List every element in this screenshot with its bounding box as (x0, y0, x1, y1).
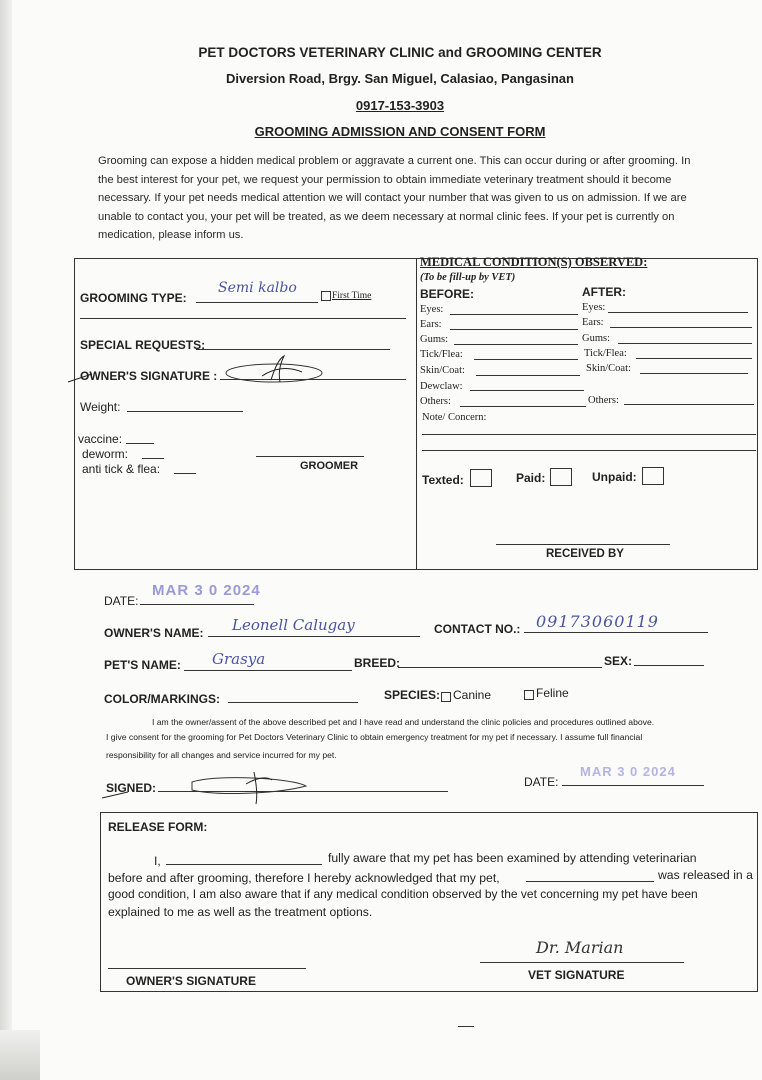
special-requests-line[interactable] (196, 349, 390, 350)
medical-subtitle: (To be fill-up by VET) (420, 272, 516, 283)
before-eyes-line[interactable] (450, 314, 578, 315)
canine-checkbox[interactable] (441, 692, 451, 702)
special-requests-label: SPECIAL REQUESTS: (80, 338, 206, 352)
after-ears-label: Ears: (582, 317, 604, 328)
received-by-label: RECEIVED BY (546, 548, 624, 560)
deworm-line[interactable] (142, 458, 164, 459)
scan-corner (0, 1030, 40, 1080)
unpaid-label: Unpaid: (592, 470, 637, 484)
groomer-label: GROOMER (300, 460, 359, 472)
before-ears-label: Ears: (420, 319, 442, 330)
canine-label: Canine (453, 688, 492, 702)
owner-name-label: OWNER'S NAME: (104, 626, 204, 640)
after-others-label: Others: (588, 395, 619, 406)
first-time-checkbox[interactable] (321, 291, 331, 301)
breed-line[interactable] (398, 667, 602, 668)
before-label: BEFORE: (420, 287, 474, 301)
vet-signature-value: Dr. Marian (536, 938, 624, 957)
after-skincoat-line[interactable] (640, 373, 748, 374)
before-dewclaw-line[interactable] (470, 390, 584, 391)
before-gums-line[interactable] (454, 344, 578, 345)
consent-line-3: responsibility for all changes and service incurred for my pet. (106, 750, 337, 760)
after-others-line[interactable] (624, 404, 754, 405)
grooming-type-value[interactable]: Semi kalbo (218, 280, 297, 296)
release-i-label: I, (154, 854, 161, 868)
species-label: SPECIES: (384, 688, 441, 702)
pet-name-value[interactable]: Grasya (212, 650, 266, 668)
date-stamp: MAR 3 0 2024 (152, 582, 261, 599)
owner-name-line[interactable] (208, 636, 420, 637)
color-markings-label: COLOR/MARKINGS: (104, 692, 220, 706)
clinic-name: PET DOCTORS VETERINARY CLINIC and GROOMING CENTER (198, 45, 602, 60)
release-text-2: before and after grooming, therefore I hereby acknowledged that my pet, (108, 871, 500, 885)
consent-date-stamp: MAR 3 0 2024 (580, 764, 676, 779)
clinic-address: Diversion Road, Brgy. San Miguel, Calasiao, Pangasinan (226, 71, 574, 86)
texted-checkbox[interactable] (470, 469, 492, 487)
sex-line[interactable] (634, 665, 704, 666)
color-markings-line[interactable] (228, 702, 358, 703)
first-time-label: First Time (332, 291, 372, 301)
release-pet-name-line[interactable] (526, 881, 654, 882)
after-tickflea-line[interactable] (636, 358, 752, 359)
weight-line[interactable] (127, 411, 243, 412)
anti-tick-label: anti tick & flea: (82, 462, 161, 476)
feline-checkbox[interactable] (524, 690, 534, 700)
before-skincoat-label: Skin/Coat: (420, 365, 465, 376)
note-line-1[interactable] (422, 434, 756, 435)
scan-edge (0, 0, 12, 1080)
release-text-1: fully aware that my pet has been examined by attending veterinarian (328, 851, 697, 865)
date-label: DATE: (104, 594, 139, 608)
owner-signature-release-line[interactable] (108, 968, 306, 969)
groomer-line[interactable] (256, 456, 364, 457)
paid-checkbox[interactable] (550, 468, 572, 486)
vet-signature-line[interactable] (480, 962, 684, 963)
release-text-5: explained to me as well as the treatment options. (108, 905, 373, 919)
before-gums-label: Gums: (420, 334, 449, 345)
page-mark (458, 1026, 474, 1027)
clinic-phone: 0917-153-3903 (355, 98, 445, 113)
release-text-3: was released in a (658, 868, 753, 882)
release-owner-signature-label: OWNER'S SIGNATURE (126, 974, 256, 988)
pet-name-label: PET'S NAME: (104, 658, 181, 672)
contact-label: CONTACT NO.: (434, 622, 521, 636)
consent-line-2: I give consent for the grooming for Pet Doctors Veterinary Clinic to obtain emergency treatment for my pet if necessary. I assume full financial (106, 732, 643, 742)
consent-date-label: DATE: (524, 775, 559, 789)
anti-tick-line[interactable] (174, 473, 196, 474)
feline-label: Feline (536, 686, 569, 700)
before-others-line[interactable] (460, 406, 586, 407)
before-eyes-label: Eyes: (420, 304, 444, 315)
pet-name-line[interactable] (184, 670, 352, 671)
before-ears-line[interactable] (450, 329, 578, 330)
contact-value[interactable]: 09173060119 (536, 612, 659, 631)
consent-line-1: I am the owner/assent of the above described pet and I have read and understand the clinic policies and procedures outlined above. (152, 717, 655, 727)
after-ears-line[interactable] (610, 327, 752, 328)
grooming-type-line (196, 302, 318, 303)
before-tickflea-line[interactable] (474, 359, 578, 360)
owner-signature-label: OWNER'S SIGNATURE : (80, 369, 218, 383)
weight-label: Weight: (80, 400, 121, 414)
form-title: GROOMING ADMISSION AND CONSENT FORM (254, 124, 546, 139)
note-concern-label: Note/ Concern: (422, 412, 487, 423)
paid-label: Paid: (516, 471, 546, 485)
after-eyes-label: Eyes: (582, 302, 606, 313)
before-others-label: Others: (420, 396, 451, 407)
signed-scribble-icon (96, 768, 316, 806)
breed-label: BREED: (354, 656, 401, 670)
after-eyes-line[interactable] (608, 312, 748, 313)
intro-paragraph: Grooming can expose a hidden medical problem or aggravate a current one. This can occur during or after grooming. In the best interest for your pet, we request your permission to obtain immediate veterinary treatment should it become necessary. If your pet needs medical attention we will contact your number that was given to us on admission. If we are unable to contact you, your pet will be treated, as we deem necessary at normal clinic fees. If your pet is currently on medication, please inform us. (98, 155, 691, 241)
after-gums-line[interactable] (618, 343, 752, 344)
vet-signature-label: VET SIGNATURE (528, 968, 625, 982)
after-tickflea-label: Tick/Flea: (584, 348, 627, 359)
release-title: RELEASE FORM: (108, 820, 208, 834)
release-text-4: good condition, I am also aware that if any medical condition observed by the vet concerning my pet have been (108, 887, 698, 901)
owner-signature-scribble-icon (66, 352, 326, 390)
consent-date-line[interactable] (562, 785, 704, 786)
signed-label: SIGNED: (106, 781, 157, 795)
vaccine-label: vaccine: (78, 432, 123, 446)
medical-title: MEDICAL CONDITION(S) OBSERVED: (420, 255, 648, 269)
received-by-line[interactable] (496, 544, 670, 545)
before-tickflea-label: Tick/Flea: (420, 349, 463, 360)
grooming-type-label: GROOMING TYPE: (80, 291, 187, 305)
after-label: AFTER: (582, 285, 626, 299)
deworm-label: deworm: (82, 447, 129, 461)
vaccine-line[interactable] (126, 443, 154, 444)
grooming-extra-line (80, 318, 406, 319)
after-gums-label: Gums: (582, 333, 611, 344)
after-skincoat-label: Skin/Coat: (586, 363, 631, 374)
note-line-2[interactable] (422, 450, 756, 451)
texted-label: Texted: (422, 473, 464, 487)
column-divider (416, 258, 417, 570)
before-dewclaw-label: Dewclaw: (420, 381, 463, 392)
owner-name-value[interactable]: Leonell Calugay (232, 616, 355, 634)
date-line[interactable] (140, 604, 254, 605)
before-skincoat-line[interactable] (476, 375, 580, 376)
contact-line[interactable] (524, 632, 708, 633)
unpaid-checkbox[interactable] (642, 467, 664, 485)
sex-label: SEX: (604, 654, 633, 668)
release-owner-name-line[interactable] (166, 864, 322, 865)
